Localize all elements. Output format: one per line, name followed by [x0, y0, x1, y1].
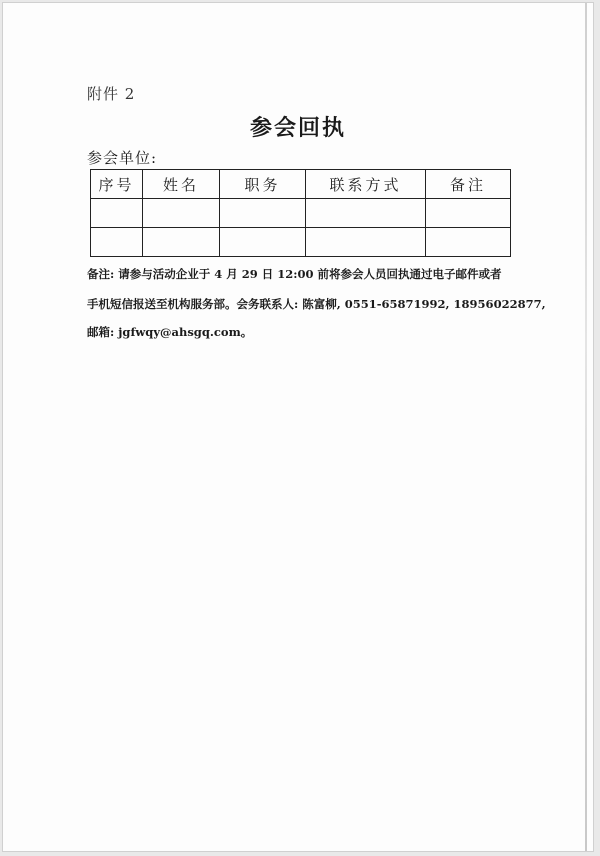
table-cell[interactable]: [220, 199, 306, 228]
header-name: 姓名: [143, 170, 220, 199]
table-row: [91, 228, 511, 257]
table-cell[interactable]: [426, 228, 511, 257]
header-remarks: 备注: [426, 170, 511, 199]
receipt-table: [90, 169, 511, 257]
table-cell[interactable]: [91, 199, 143, 228]
table-cell[interactable]: [306, 228, 426, 257]
table-cell[interactable]: [143, 199, 220, 228]
note-line-3: 邮箱: jgfwqy@ahsgq.com。: [87, 325, 253, 339]
note-line-2: 手机短信报送至机构服务部。会务联系人: 陈富柳, 0551-65871992, 18956022877,: [87, 297, 546, 311]
table-header-row: [91, 170, 511, 199]
table-cell[interactable]: [91, 228, 143, 257]
table-cell[interactable]: [306, 199, 426, 228]
table-cell[interactable]: [220, 228, 306, 257]
header-index: 序号: [91, 170, 143, 199]
header-position: 职务: [220, 170, 306, 199]
attending-unit-label: 参会单位:: [87, 149, 158, 167]
page-title: 参会回执: [249, 115, 346, 141]
table-row: [91, 199, 511, 228]
table-cell[interactable]: [426, 199, 511, 228]
document-page: [3, 3, 593, 851]
note-line-1: 备注: 请参与活动企业于 4 月 29 日 12:00 前将参会人员回执通过电子邮件或者: [87, 267, 502, 281]
header-contact: 联系方式: [306, 170, 426, 199]
attachment-label: 附件 2: [87, 85, 136, 103]
table-cell[interactable]: [143, 228, 220, 257]
